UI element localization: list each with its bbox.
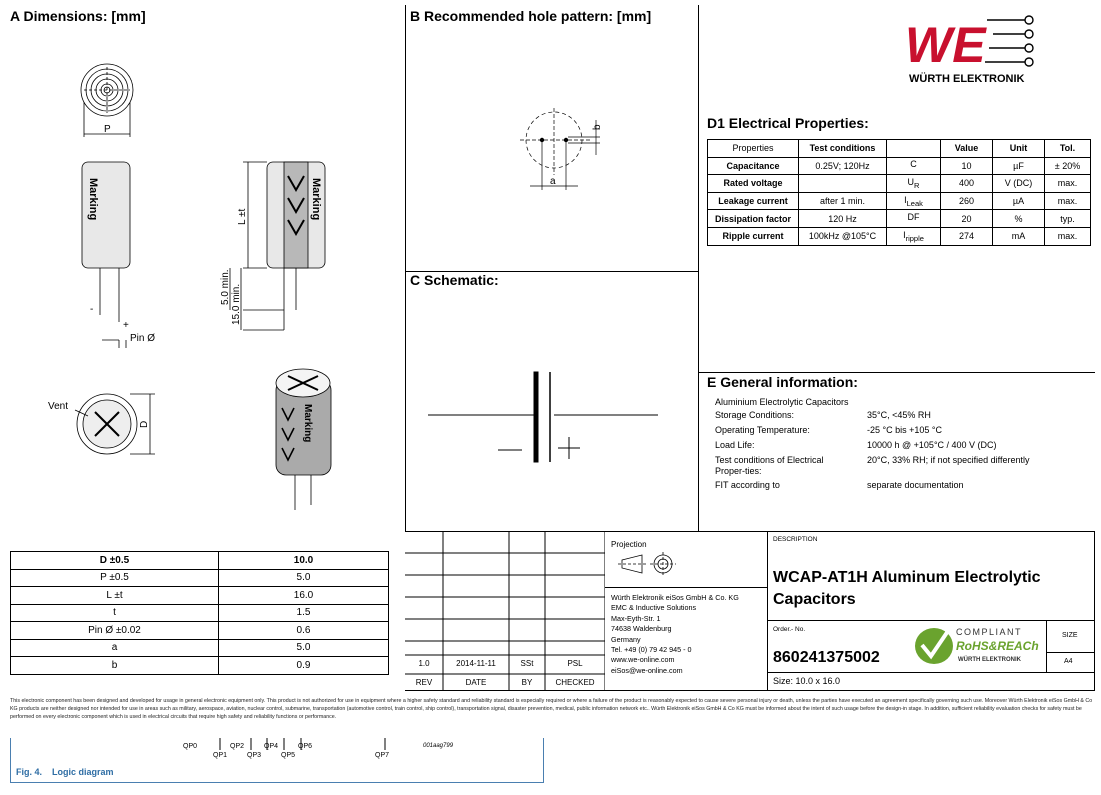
elec-symbol [887, 175, 941, 193]
wurth-logo [885, 10, 1055, 90]
date-label: DATE [465, 678, 487, 687]
elec-unit: % [993, 210, 1045, 228]
table-row [708, 175, 1091, 193]
rev-value: 1.0 [418, 659, 430, 668]
elec-prop: Rated voltage [708, 175, 799, 193]
size-line: Size: 10.0 x 16.0 [773, 676, 841, 686]
table-row [11, 639, 389, 657]
elec-prop: Leakage current [708, 192, 799, 210]
general-info-value: separate documentation [867, 480, 964, 490]
dim-value: 5.0 [219, 569, 389, 587]
dim-param: L ±t [11, 587, 219, 605]
order-number: 860241375002 [773, 649, 880, 666]
capacitor-schematic [420, 360, 670, 470]
dim-param: t [11, 604, 219, 622]
elec-symbol-sub: ripple [905, 233, 924, 243]
figure-title: Logic diagram [52, 767, 114, 777]
we-mark-text: WE [905, 17, 986, 73]
general-info-value: 10000 h @ +105°C / 400 V (DC) [867, 440, 997, 450]
table-row [708, 157, 1091, 175]
figure-caption [16, 767, 114, 777]
company-line: Würth Elektronik eiSos GmbH & Co. KG [611, 593, 739, 602]
disclaimer-text: This electronic component has been designed and developed for usage in general electronic equipment only. This product is not authorized for use in equipment where a higher safety standard and reliability standard is especially required or where a failure of the product is reasonably expected to cause severe personal injury or death, unless the parties have executed an agreement specifically governing such use. Moreover Würth Elektronik eiSos GmbH & Co KG products are neither designed nor intended for use in areas such as military, aerospace, aviation, nuclear control, submarine, transportation (automotive control, train control, ship control), transportation signal, disaster prevention, medical, public information network etc.. Würth Elektronik eiSos GmbH & Co KG must be informed about the intent of such usage before the design-in stage. In addition, sufficient reliability evaluation checks for safety must be performed on every electronic component which is used in electrical circuits that require high safety and reliability functions or performance. [10, 698, 1093, 720]
elec-header-unit: Unit [993, 140, 1045, 158]
elec-header-value: Value [941, 140, 993, 158]
section-d1-title: D1 Electrical Properties: [707, 115, 869, 131]
elec-symbol [887, 210, 941, 228]
divider-a-b [405, 5, 406, 531]
elec-value: 400 [941, 175, 993, 193]
size-label: SIZE [1062, 632, 1078, 639]
table-row [708, 227, 1091, 245]
section-c-title: C Schematic: [410, 272, 499, 288]
section-b-title: B Recommended hole pattern: [mm] [410, 8, 652, 24]
size-box-mid [1046, 652, 1095, 653]
dimensions-table [10, 551, 389, 675]
order-label: Order.- No. [773, 626, 806, 633]
dim-param: Pin Ø ±0.02 [11, 622, 219, 640]
dim-param: b [11, 657, 219, 675]
pin-dia-label: Pin Ø [130, 333, 156, 344]
table-row [11, 569, 389, 587]
dim-l-label: L ±t [237, 208, 248, 225]
section-a-title: A Dimensions: [mm] [10, 8, 146, 24]
elec-cond [799, 175, 887, 193]
pin-label: QP4 [264, 743, 279, 750]
elec-value: 10 [941, 157, 993, 175]
hole-a-label: a [550, 176, 556, 187]
elec-unit: µA [993, 192, 1045, 210]
elec-symbol-main: I [904, 194, 907, 205]
table-row [11, 657, 389, 675]
elec-symbol-main: I [903, 229, 906, 240]
elec-unit: mA [993, 227, 1045, 245]
general-info-row [715, 410, 1095, 424]
general-info-label: Load Life: [715, 440, 755, 450]
pin-label: QP2 [230, 743, 245, 750]
elec-tol: max. [1045, 227, 1091, 245]
dim-value: 0.9 [219, 657, 389, 675]
dim-15min-label: 15.0 min. [231, 283, 242, 325]
size-value: A4 [1064, 658, 1073, 665]
pin-label: QP3 [247, 752, 262, 759]
compliant-text: COMPLIANT [956, 627, 1023, 637]
pin-label: QP1 [213, 752, 228, 759]
elec-header-conditions: Test conditions [799, 140, 887, 158]
rev-label: REV [415, 678, 433, 687]
company-address [611, 593, 766, 676]
we-logo-mark [905, 17, 987, 73]
elec-unit: V (DC) [993, 175, 1045, 193]
dim-header-param: D ±0.5 [11, 552, 219, 570]
general-info-value: 20°C, 33% RH; if not specified differently [867, 455, 1030, 465]
general-info-row [715, 480, 1095, 494]
company-line: Germany [611, 634, 641, 644]
size-divider [1046, 620, 1047, 672]
company-line: EMC & Inductive Solutions [611, 603, 697, 613]
elec-value: 20 [941, 210, 993, 228]
elec-symbol-main: DF [907, 212, 920, 223]
date-value: 2014-11-11 [456, 659, 496, 668]
table-row [708, 210, 1091, 228]
elec-tol: max. [1045, 192, 1091, 210]
elec-cond: 120 Hz [799, 210, 887, 228]
elec-tol: max. [1045, 175, 1091, 193]
pin-label: QP6 [298, 743, 313, 750]
electrical-table-header [708, 140, 1091, 158]
company-line: 74638 Waldenburg [611, 624, 672, 634]
plus-label: + [123, 320, 129, 331]
general-info-value: -25 °C bis +105 °C [867, 425, 942, 435]
dim-value: 5.0 [219, 639, 389, 657]
dim-5min-label: 5.0 min. [220, 269, 231, 305]
general-info-row [715, 425, 1095, 439]
brand-name: WÜRTH ELEKTRONIK [909, 73, 1025, 85]
dim-d-label: D [139, 420, 150, 428]
dim-value: 0.6 [219, 622, 389, 640]
table-row [11, 604, 389, 622]
elec-symbol-main: C [910, 159, 917, 170]
elec-symbol [887, 192, 941, 210]
divider-b-d [698, 5, 699, 531]
general-info-row [715, 455, 1095, 479]
general-info-value: 35°C, <45% RH [867, 410, 931, 420]
company-line: www.we-online.com [611, 655, 675, 665]
elec-value: 274 [941, 227, 993, 245]
vent-label: Vent [48, 401, 69, 412]
elec-symbol-sub: R [914, 180, 920, 190]
elec-tol: typ. [1045, 210, 1091, 228]
company-line: Tel. +49 (0) 79 42 945 - 0 [611, 645, 692, 655]
elec-cond: 0.25V; 120Hz [799, 157, 887, 175]
dim-value: 1.5 [219, 604, 389, 622]
dimension-drawing [30, 40, 400, 530]
elec-value: 260 [941, 192, 993, 210]
company-line: Max-Eyth-Str. 1 [611, 613, 661, 623]
company-line: eiSos@we-online.com [611, 665, 683, 675]
by-label: BY [521, 678, 533, 687]
table-row [708, 192, 1091, 210]
rohs-compliance-badge [912, 623, 1042, 669]
table-row [11, 587, 389, 605]
hole-pattern-drawing [510, 100, 620, 195]
marking-text-side: Marking [310, 178, 322, 221]
elec-header-tol: Tol. [1045, 140, 1091, 158]
checked-label: CHECKED [555, 678, 595, 687]
projection-label: Projection [611, 540, 647, 549]
figure-number: Fig. 4. [16, 767, 43, 777]
table-row [11, 622, 389, 640]
compliance-brand-text: WÜRTH ELEKTRONIK [958, 657, 1021, 663]
elec-header-symbol [887, 140, 941, 158]
elec-symbol-sub: Leak [906, 198, 923, 208]
elec-tol: ± 20% [1045, 157, 1091, 175]
dim-param: P ±0.5 [11, 569, 219, 587]
pin-label: QP7 [375, 752, 390, 759]
marking-text-iso: Marking [302, 404, 313, 443]
description-label: DESCRIPTION [773, 536, 818, 543]
marking-text-front: Marking [87, 178, 99, 221]
general-info-label: Operating Temperature: [715, 425, 810, 435]
elec-prop: Ripple current [708, 227, 799, 245]
title-divider [767, 531, 768, 690]
projection-symbol-icon [618, 551, 686, 577]
general-info-label: Storage Conditions: [715, 410, 795, 420]
section-e-title: E General information: [707, 374, 858, 390]
elec-prop: Dissipation factor [708, 210, 799, 228]
elec-symbol [887, 227, 941, 245]
checked-value: PSL [567, 659, 583, 668]
diagram-ref: 001aag799 [423, 743, 454, 749]
general-info-label: FIT according to [715, 480, 780, 490]
by-value: SSt [520, 659, 534, 668]
dimensions-table-header [11, 552, 389, 570]
dim-param: a [11, 639, 219, 657]
hole-b-label: b [592, 124, 603, 130]
logic-diagram-box [10, 738, 544, 783]
elec-prop: Capacitance [708, 157, 799, 175]
elec-symbol [887, 157, 941, 175]
pin-label: QP0 [183, 743, 198, 750]
divider-right-edge [1094, 531, 1095, 690]
rohs-reach-text: RoHS&REACh [956, 639, 1039, 653]
elec-symbol-main: U [907, 177, 915, 188]
projection-divider [605, 587, 767, 588]
elec-cond: 100kHz @105°C [799, 227, 887, 245]
elec-unit: µF [993, 157, 1045, 175]
electrical-properties-table [707, 139, 1091, 246]
description-title: WCAP-AT1H Aluminum Electrolytic Capacitors [773, 569, 1041, 608]
dim-value: 16.0 [219, 587, 389, 605]
pin-label: QP5 [281, 752, 296, 759]
general-info-row [715, 440, 1095, 454]
divider-d-e [698, 372, 1095, 373]
dim-p-label: P [104, 124, 111, 135]
dim-header-value: 10.0 [219, 552, 389, 570]
elec-header-properties: Properties [708, 140, 799, 158]
size-row-divider [767, 672, 1095, 673]
general-info-heading: Aluminium Electrolytic Capacitors [715, 397, 849, 407]
elec-cond: after 1 min. [799, 192, 887, 210]
minus-label: - [90, 304, 94, 315]
general-info-label: Test conditions of Electrical Proper-ties: [715, 455, 824, 476]
